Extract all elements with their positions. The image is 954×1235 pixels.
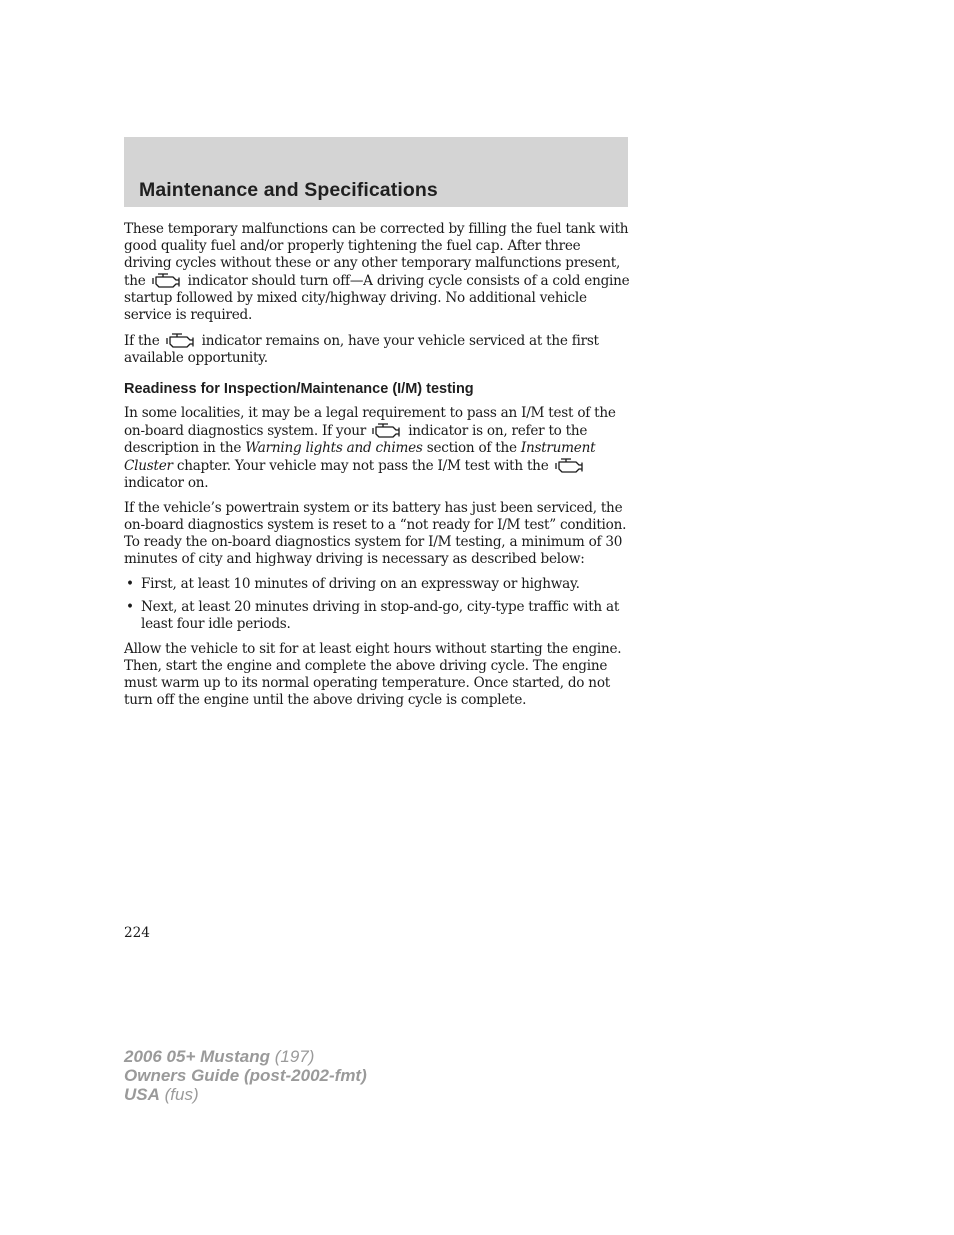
check-engine-icon bbox=[372, 422, 402, 440]
footer-line-model bbox=[124, 1047, 367, 1066]
page-number: 224 bbox=[124, 925, 150, 941]
footer-market: USA bbox=[124, 1085, 160, 1104]
check-engine-icon bbox=[166, 332, 196, 350]
paragraph-text: If the bbox=[124, 333, 160, 349]
document-footer bbox=[124, 1047, 367, 1104]
section-heading-im-testing: Readiness for Inspection/Maintenance (I/M) testing bbox=[124, 381, 474, 397]
footer-model-code: (197) bbox=[274, 1047, 315, 1066]
paragraph-indicator-remains-on bbox=[124, 332, 630, 367]
list-item bbox=[124, 599, 630, 633]
footer-line-market bbox=[124, 1085, 367, 1104]
paragraph-text: indicator should turn off—A driving cycle consists of a cold engine startup followed by mixed city/highway driving. No additional vehicle service is required. bbox=[124, 273, 630, 323]
page-body bbox=[124, 221, 630, 717]
paragraph-text: indicator is on, refer to the description in the bbox=[124, 423, 588, 456]
list-item-text: Next, at least 20 minutes driving in stop-and-go, city-type traffic with at least four idle periods. bbox=[141, 599, 620, 632]
list-item bbox=[124, 576, 630, 593]
paragraph-im-test-requirement bbox=[124, 405, 630, 492]
paragraph-allow-vehicle-to-sit: Allow the vehicle to sit for at least eight hours without starting the engine. Then, start the engine and complete the above driving cycle. The engine must warm up to its normal operating temperature. Once started, do not turn off the engine until the above driving cycle is complete. bbox=[124, 641, 622, 708]
bullet-marker: • bbox=[126, 576, 134, 592]
paragraph-text: section of the bbox=[426, 440, 517, 456]
paragraph-text: indicator on. bbox=[124, 475, 209, 491]
section-title: Maintenance and Specifications bbox=[139, 179, 438, 201]
footer-line-guide bbox=[124, 1066, 367, 1085]
paragraph-text: chapter. Your vehicle may not pass the I/M test with the bbox=[176, 458, 549, 474]
cross-reference-warning-lights: Warning lights and chimes bbox=[245, 440, 423, 456]
footer-model: 2006 05+ Mustang bbox=[124, 1047, 270, 1066]
footer-market-code: (fus) bbox=[164, 1085, 199, 1104]
paragraph-text: indicator remains on, have your vehicle serviced at the first available opportunity. bbox=[124, 333, 599, 366]
check-engine-icon bbox=[555, 457, 585, 475]
section-header-band bbox=[124, 137, 628, 207]
paragraph-temporary-malfunctions bbox=[124, 221, 630, 324]
driving-requirements-list bbox=[124, 576, 630, 633]
list-item-text: First, at least 10 minutes of driving on an expressway or highway. bbox=[141, 576, 580, 592]
check-engine-icon bbox=[152, 272, 182, 290]
cross-reference-instrument-cluster: Instrument Cluster bbox=[124, 440, 596, 474]
paragraph-powertrain-serviced: If the vehicle’s powertrain system or its battery has just been serviced, the on-board diagnostics system is reset to a “not ready for I/M test” condition. To ready the on-board diagnostics system for I/M testing, a minimum of 30 minutes of city and highway driving is necessary as described below: bbox=[124, 500, 627, 567]
paragraph-text: In some localities, it may be a legal requirement to pass an I/M test of the on-board diagnostics system. If your bbox=[124, 405, 616, 439]
footer-guide: Owners Guide (post-2002-fmt) bbox=[124, 1066, 367, 1085]
bullet-marker: • bbox=[126, 599, 134, 615]
paragraph-text: These temporary malfunctions can be corrected by filling the fuel tank with good quality fuel and/or properly tightening the fuel cap. After three driving cycles without these or any other temporary malfunctions present, the bbox=[124, 221, 629, 289]
